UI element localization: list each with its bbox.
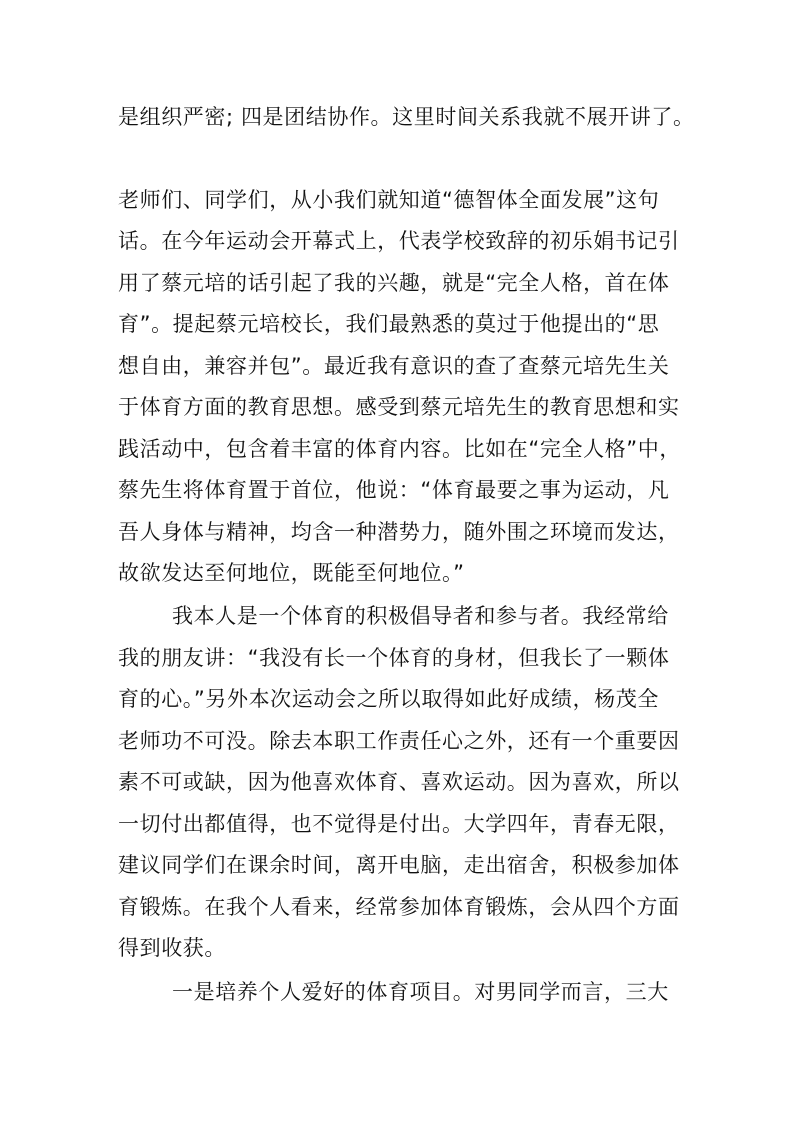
text-line: 育”。提起蔡元培校长，我们最熟悉的莫过于他提出的“思 [118,312,660,336]
text-line: 故欲发达至何地位，既能至何地位。” [118,561,465,585]
text-line: 一是培养个人爱好的体育项目。对男同学而言，三大 [172,980,669,1004]
text-line: 想自由，兼容并包”。最近我有意识的查了查蔡元培先生关 [118,354,670,378]
text-line: 于体育方面的教育思想。感受到蔡元培先生的教育思想和实 [118,395,680,419]
text-line: 一切付出都值得，也不觉得是付出。大学四年，青春无限， [118,812,680,836]
text-line: 话。在今年运动会开幕式上，代表学校致辞的初乐娟书记引 [118,229,680,253]
text-line: 用了蔡元培的话引起了我的兴趣，就是“完全人格，首在体 [118,271,670,295]
text-line: 育的心。”另外本次运动会之所以取得如此好成绩，杨茂全 [118,687,659,711]
text-line: 吾人身体与精神，均含一种潜势力，随外围之环境而发达， [118,520,680,544]
text-line: 是组织严密; 四是团结协作。这里时间关系我就不展开讲了。 [118,105,695,129]
text-line: 老师功不可没。除去本职工作责任心之外，还有一个重要因 [118,729,680,753]
text-line: 素不可或缺，因为他喜欢体育、喜欢运动。因为喜欢，所以 [118,770,680,794]
text-line: 得到收获。 [118,936,226,960]
text-line: 老师们、同学们，从小我们就知道“德智体全面发展”这句 [118,188,660,212]
text-line: 育锻炼。在我个人看来，经常参加体育锻炼，会从四个方面 [118,895,680,919]
text-line: 蔡先生将体育置于首位，他说：“体育最要之事为运动，凡 [118,478,670,502]
text-line: 我的朋友讲：“我没有长一个体育的身材，但我长了一颗体 [118,646,670,670]
text-line: 我本人是一个体育的积极倡导者和参与者。我经常给 [172,604,669,628]
text-line: 建议同学们在课余时间，离开电脑，走出宿舍，积极参加体 [118,853,680,877]
text-line: 践活动中，包含着丰富的体育内容。比如在“完全人格”中， [118,437,681,461]
